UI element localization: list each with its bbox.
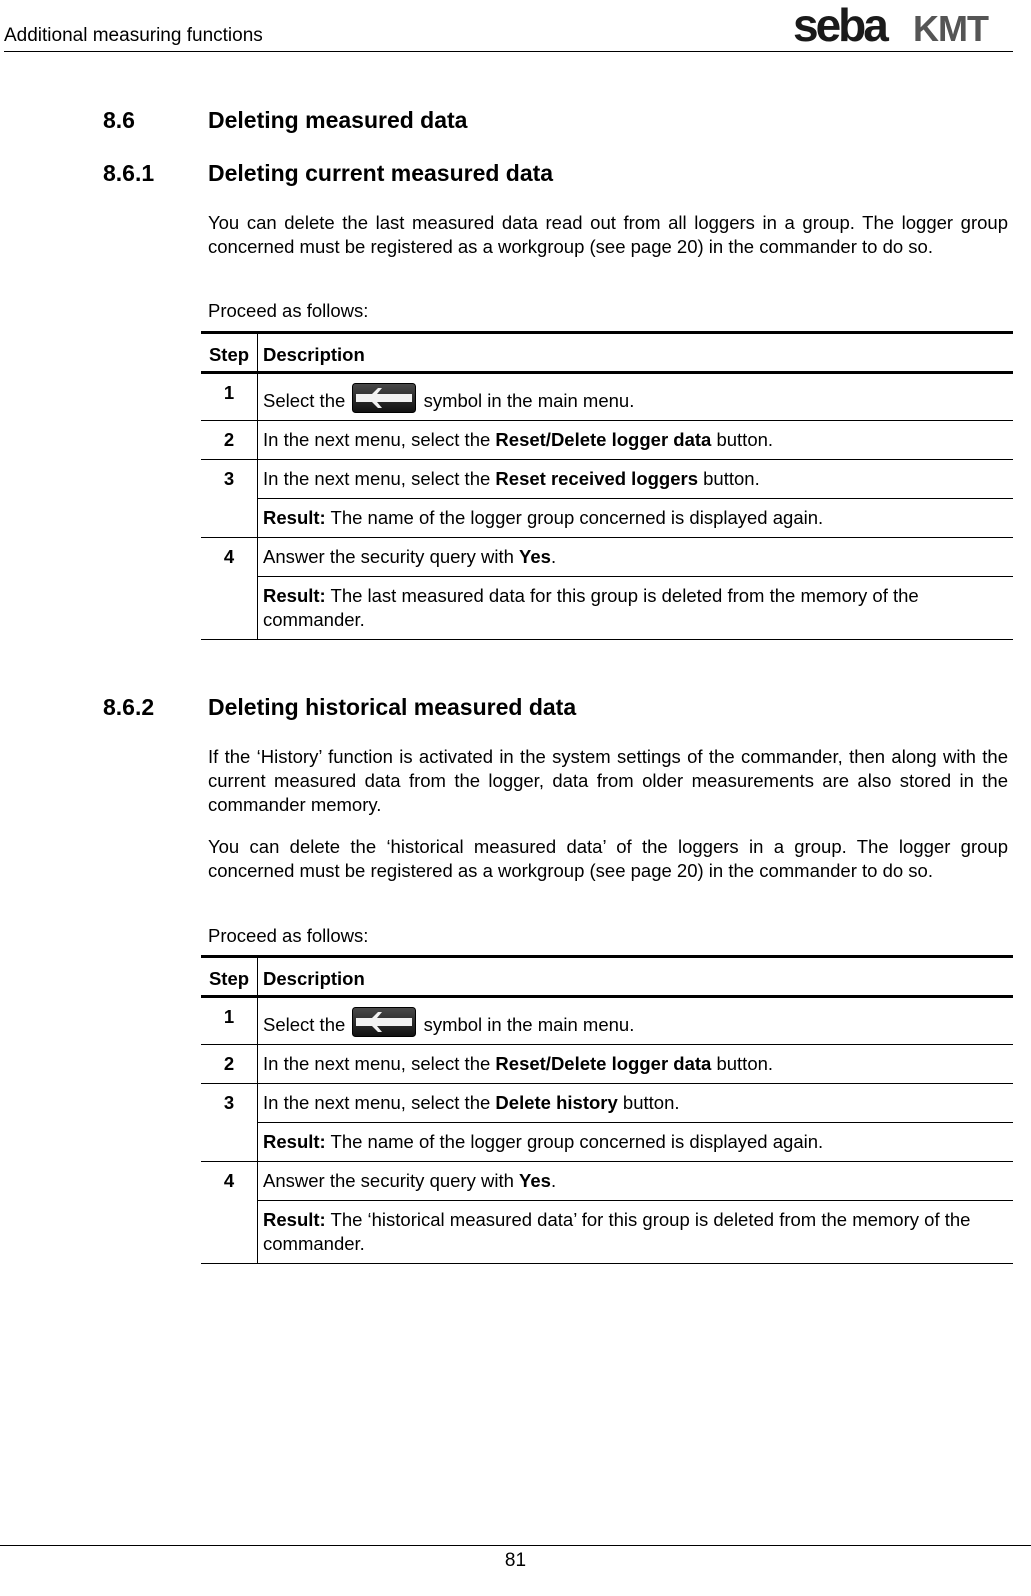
steps-table-current [201,331,1013,640]
col-header-description: Description [263,967,365,989]
step-text: Select the [263,390,346,411]
proceed-text: Proceed as follows: [208,925,369,946]
section-title: Deleting measured data [208,107,468,133]
col-header-step: Step [201,957,258,997]
button-name: Reset/Delete logger data [495,1053,712,1074]
step-text: In the next menu, select the [263,468,491,489]
step-text: Answer the security query with [263,1170,514,1191]
logo-kmt-text: KMT [913,8,988,47]
step-text: . [550,546,557,567]
subsection-number: 8.6.1 [103,160,155,186]
running-title: Additional measuring functions [4,25,263,46]
step-text: . [550,1170,557,1191]
step-number: 3 [223,1092,235,1113]
delete-history-paragraph: You can delete the ‘historical measured data’ of the loggers in a group. The logger group concerned must be registered as a workgroup (see page 20) in the commander to do so. [208,836,1008,881]
table-row [201,1045,1013,1084]
step-number: 1 [223,1006,235,1027]
step-number: 1 [223,382,235,403]
table-row [201,538,1013,577]
menu-symbol-icon [352,1007,416,1037]
step-number: 2 [223,1053,235,1074]
answer-name: Yes [519,546,551,567]
menu-symbol-icon [352,383,416,413]
proceed-text: Proceed as follows: [208,300,369,321]
result-label: Result: [263,507,326,528]
result-text: The last measured data for this group is deleted from the memory of the commander. [263,585,919,630]
step-number: 4 [223,546,235,567]
step-text: symbol in the main menu. [423,390,635,411]
table-row [201,460,1013,499]
page-number: 81 [504,1550,527,1571]
button-name: Reset/Delete logger data [495,429,712,450]
result-label: Result: [263,1131,326,1152]
step-text: In the next menu, select the [263,1053,491,1074]
result-label: Result: [263,1209,326,1230]
logo-seba-text: seba [793,3,886,47]
table-row [201,421,1013,460]
step-text: button. [716,1053,774,1074]
history-paragraph: If the ‘History’ function is activated in the system settings of the commander, then along with the current measured data from the logger, data from older measurements are also stored in the commander memory. [208,746,1008,815]
step-number: 2 [223,429,235,450]
step-text: symbol in the main menu. [423,1014,635,1035]
table-row [201,1084,1013,1123]
step-text: Answer the security query with [263,546,514,567]
step-text: In the next menu, select the [263,1092,491,1113]
table-row [201,1162,1013,1201]
step-number: 3 [223,468,235,489]
subsection-number: 8.6.2 [103,694,155,720]
result-label: Result: [263,585,326,606]
subsection-title: Deleting current measured data [208,160,554,186]
answer-name: Yes [519,1170,551,1191]
step-text: button. [703,468,760,489]
result-text: The name of the logger group concerned is displayed again. [330,1131,824,1152]
table-row [201,997,1013,1045]
table-row [201,577,1013,640]
table-row [201,499,1013,538]
subsection-title: Deleting historical measured data [208,694,577,720]
result-text: The ‘historical measured data’ for this group is deleted from the memory of the commander. [263,1209,971,1254]
table-row [201,1123,1013,1162]
table-row [201,373,1013,421]
button-name: Reset received loggers [495,468,698,489]
intro-paragraph: You can delete the last measured data read out from all loggers in a group. The logger group concerned must be registered as a workgroup (see page 20) in the commander to do so. [208,212,1008,257]
step-text: In the next menu, select the [263,429,491,450]
step-text: Select the [263,1014,346,1035]
step-text: button. [716,429,774,450]
step-number: 4 [223,1170,235,1191]
steps-table-history [201,955,1013,1264]
button-name: Delete history [495,1092,618,1113]
result-text: The name of the logger group concerned is displayed again. [330,507,824,528]
step-text: button. [622,1092,680,1113]
table-row [201,1201,1013,1264]
sebakmt-logo [793,3,1013,47]
col-header-step: Step [201,333,258,373]
footer-divider [0,1545,1031,1546]
col-header-description: Description [263,343,365,365]
section-number: 8.6 [103,107,135,133]
running-header [4,0,1013,52]
